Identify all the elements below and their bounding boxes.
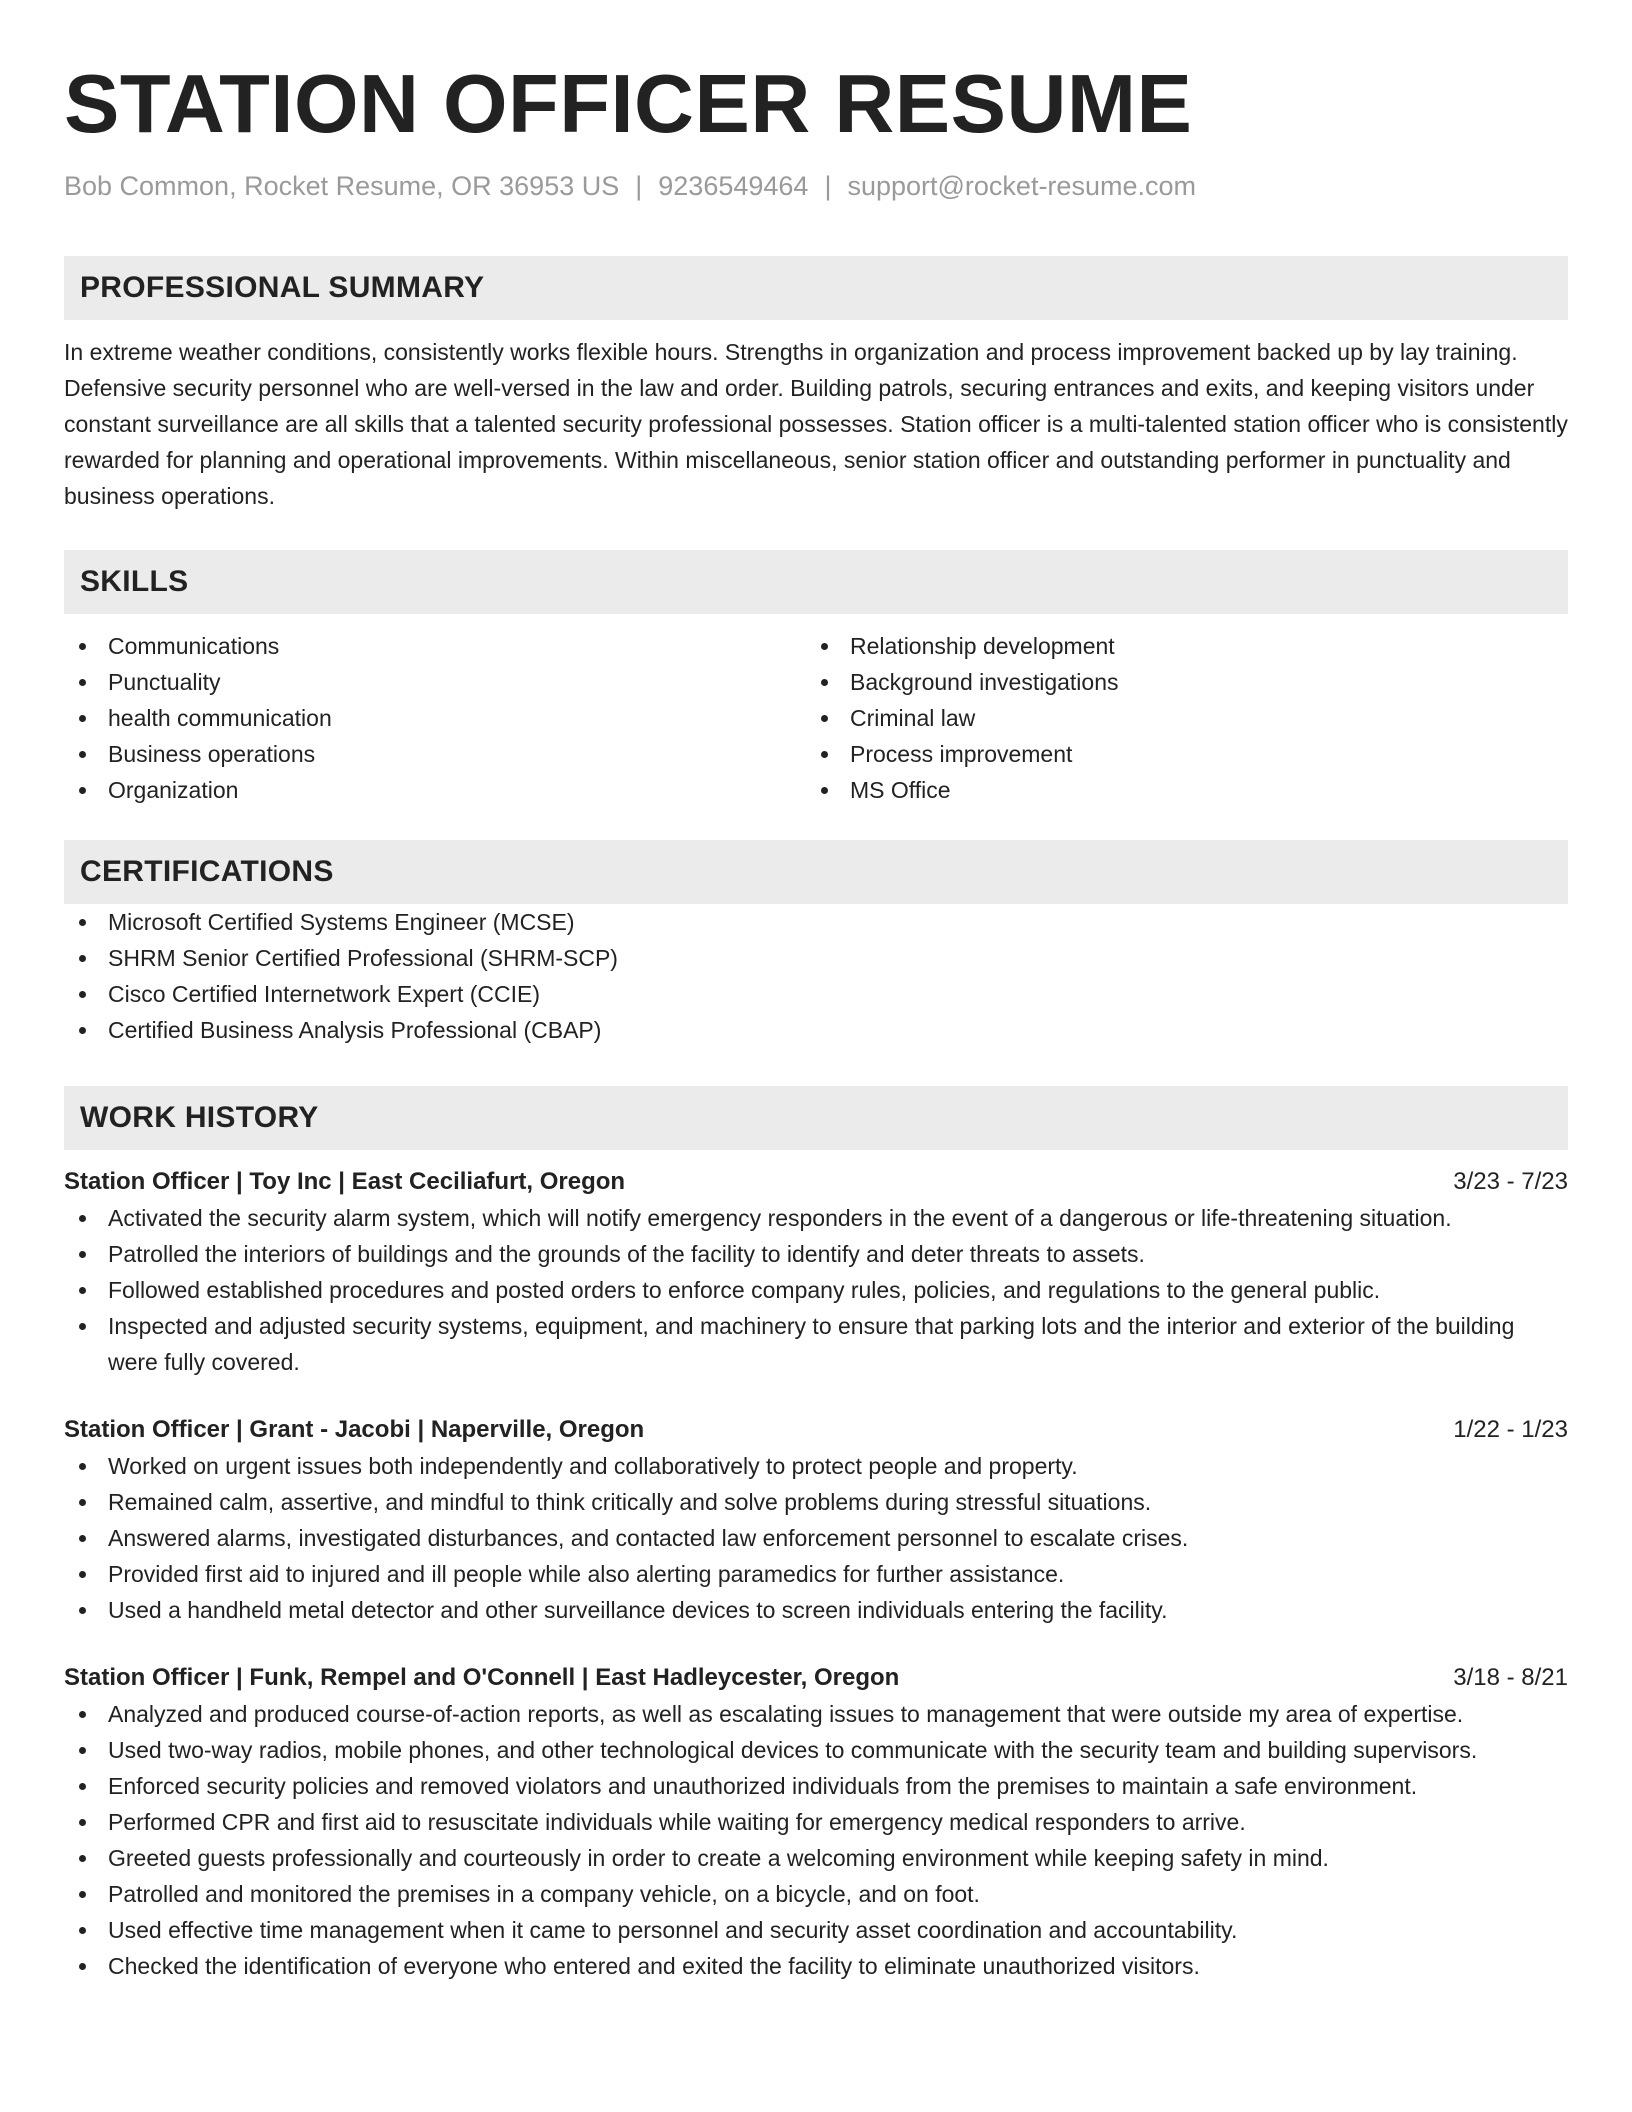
contact-phone: 9236549464 <box>658 171 809 201</box>
job-duty-item <box>64 1556 1568 1592</box>
job-duty-item-text: Used two-way radios, mobile phones, and other technological devices to communicate with the security team and building supervisors. <box>108 1737 1478 1763</box>
bullet-dot-icon <box>821 787 828 794</box>
skill-item <box>64 628 806 664</box>
job-duty-item <box>64 1948 1568 1984</box>
job-duty-item <box>64 1696 1568 1732</box>
job-duty-item-text: Followed established procedures and posted orders to enforce company rules, policies, and regulations to the general public. <box>108 1277 1381 1303</box>
resume-title: STATION OFFICER RESUME <box>64 57 1193 150</box>
job-duty-item <box>64 1732 1568 1768</box>
job-duty-item <box>64 1308 1568 1380</box>
job-dates: 3/18 - 8/21 <box>1453 1664 1568 1691</box>
bullet-dot-icon <box>79 1855 86 1862</box>
bullet-dot-icon <box>821 679 828 686</box>
bullet-dot-icon <box>79 679 86 686</box>
bullet-dot-icon <box>821 751 828 758</box>
job-duty-item-text: Answered alarms, investigated disturbances, and contacted law enforcement personnel to escalate crises. <box>108 1525 1189 1551</box>
skill-item-text: Communications <box>108 633 280 659</box>
job-duty-item-text: Used a handheld metal detector and other surveillance devices to screen individuals entering the facility. <box>108 1597 1168 1623</box>
skill-item-text: Criminal law <box>850 705 976 731</box>
bullet-dot-icon <box>79 1535 86 1542</box>
job-duty-item <box>64 1912 1568 1948</box>
bullet-dot-icon <box>79 787 86 794</box>
job-duty-item <box>64 1520 1568 1556</box>
bullet-dot-icon <box>79 1783 86 1790</box>
skill-item <box>64 736 806 772</box>
certification-item <box>64 940 1568 976</box>
job-duty-item-text: Remained calm, assertive, and mindful to think critically and solve problems during stressful situations. <box>108 1489 1152 1515</box>
section-heading-work-history: WORK HISTORY <box>64 1086 1568 1150</box>
bullet-dot-icon <box>79 643 86 650</box>
certification-item <box>64 904 1568 940</box>
contact-email: support@rocket-resume.com <box>847 171 1196 201</box>
job-header <box>64 1660 1568 1696</box>
bullet-dot-icon <box>79 1747 86 1754</box>
job-duty-item-text: Enforced security policies and removed violators and unauthorized individuals from the premises to maintain a safe environment. <box>108 1773 1418 1799</box>
bullet-dot-icon <box>79 1711 86 1718</box>
certification-item-text: Cisco Certified Internetwork Expert (CCIE) <box>108 981 541 1007</box>
skill-item <box>806 628 1548 664</box>
bullet-dot-icon <box>79 1927 86 1934</box>
skill-item-text: Organization <box>108 777 239 803</box>
skills-list-right <box>806 628 1548 808</box>
bullet-dot-icon <box>79 1287 86 1294</box>
bullet-dot-icon <box>821 643 828 650</box>
bullet-dot-icon <box>79 715 86 722</box>
skill-item-text: Process improvement <box>850 741 1073 767</box>
bullet-dot-icon <box>79 1963 86 1970</box>
bullet-dot-icon <box>79 1499 86 1506</box>
contact-name-address: Bob Common, Rocket Resume, OR 36953 US <box>64 171 620 201</box>
certifications-list <box>64 904 1568 1048</box>
skills-list-left <box>64 628 806 808</box>
skill-item <box>806 772 1548 808</box>
job-duty-item-text: Inspected and adjusted security systems, equipment, and machinery to ensure that parking lots and the interior and exterior of the building were fully covered. <box>108 1313 1515 1375</box>
bullet-dot-icon <box>821 715 828 722</box>
job-entry <box>64 1412 1568 1628</box>
bullet-dot-icon <box>79 1819 86 1826</box>
certification-item <box>64 1012 1568 1048</box>
skill-item-text: Punctuality <box>108 669 221 695</box>
job-title: Station Officer | Grant - Jacobi | Naperville, Oregon <box>64 1416 645 1443</box>
job-duties-list <box>64 1200 1568 1380</box>
job-duty-item <box>64 1804 1568 1840</box>
bullet-dot-icon <box>79 751 86 758</box>
job-duty-item-text: Activated the security alarm system, which will notify emergency responders in the event of a dangerous or life-threatening situation. <box>108 1205 1452 1231</box>
job-duties-list <box>64 1448 1568 1628</box>
bullet-dot-icon <box>79 1891 86 1898</box>
section-heading-professional-summary: PROFESSIONAL SUMMARY <box>64 256 1568 320</box>
skill-item <box>64 700 806 736</box>
job-duty-item <box>64 1876 1568 1912</box>
job-duty-item-text: Analyzed and produced course-of-action reports, as well as escalating issues to management that were outside my area of expertise. <box>108 1701 1464 1727</box>
job-duty-item <box>64 1448 1568 1484</box>
contact-separator: | <box>635 171 643 201</box>
skill-item <box>806 700 1548 736</box>
job-title: Station Officer | Funk, Rempel and O'Connell | East Hadleycester, Oregon <box>64 1664 900 1691</box>
job-duty-item-text: Patrolled and monitored the premises in a company vehicle, on a bicycle, and on foot. <box>108 1881 980 1907</box>
skills-grid <box>64 628 1568 808</box>
skill-item <box>64 772 806 808</box>
job-duty-item-text: Checked the identification of everyone who entered and exited the facility to eliminate unauthorized visitors. <box>108 1953 1200 1979</box>
bullet-dot-icon <box>79 1251 86 1258</box>
section-heading-skills: SKILLS <box>64 550 1568 614</box>
work-history-list <box>64 1164 1568 1984</box>
contact-line <box>64 168 1568 204</box>
job-dates: 1/22 - 1/23 <box>1453 1416 1568 1443</box>
job-duty-item-text: Worked on urgent issues both independently and collaboratively to protect people and property. <box>108 1453 1078 1479</box>
bullet-dot-icon <box>79 1607 86 1614</box>
job-duty-item <box>64 1236 1568 1272</box>
skill-item-text: health communication <box>108 705 332 731</box>
job-duty-item <box>64 1200 1568 1236</box>
job-title: Station Officer | Toy Inc | East Ceciliafurt, Oregon <box>64 1168 626 1195</box>
certification-item-text: Microsoft Certified Systems Engineer (MCSE) <box>108 909 575 935</box>
job-duty-item <box>64 1768 1568 1804</box>
job-duties-list <box>64 1696 1568 1984</box>
job-duty-item-text: Used effective time management when it came to personnel and security asset coordination and accountability. <box>108 1917 1238 1943</box>
job-duty-item <box>64 1484 1568 1520</box>
certification-item-text: Certified Business Analysis Professional (CBAP) <box>108 1017 602 1043</box>
resume-page <box>64 0 1568 2112</box>
bullet-dot-icon <box>79 955 86 962</box>
bullet-dot-icon <box>79 919 86 926</box>
certification-item-text: SHRM Senior Certified Professional (SHRM-SCP) <box>108 945 618 971</box>
bullet-dot-icon <box>79 1215 86 1222</box>
job-duty-item <box>64 1840 1568 1876</box>
skill-item <box>64 664 806 700</box>
job-entry <box>64 1164 1568 1380</box>
bullet-dot-icon <box>79 1027 86 1034</box>
bullet-dot-icon <box>79 991 86 998</box>
skill-item-text: Business operations <box>108 741 316 767</box>
skill-item-text: Relationship development <box>850 633 1115 659</box>
skill-item <box>806 736 1548 772</box>
job-duty-item-text: Performed CPR and first aid to resuscitate individuals while waiting for emergency medical responders to arrive. <box>108 1809 1246 1835</box>
job-duty-item <box>64 1592 1568 1628</box>
job-dates: 3/23 - 7/23 <box>1453 1168 1568 1195</box>
job-duty-item-text: Patrolled the interiors of buildings and the grounds of the facility to identify and deter threats to assets. <box>108 1241 1145 1267</box>
professional-summary-text: In extreme weather conditions, consistently works flexible hours. Strengths in organization and process improvement backed up by lay training. Defensive security personnel who are well-versed in the law and order. Building patrols, securing entrances and exits, and keeping visitors under constant surveillance are all skills that a talented security professional possesses. Station officer is a multi-talented station officer who is consistently rewarded for planning and operational improvements. Within miscellaneous, senior station officer and outstanding performer in punctuality and business operations. <box>64 339 1568 509</box>
job-entry <box>64 1660 1568 1984</box>
skill-item-text: Background investigations <box>850 669 1119 695</box>
job-header <box>64 1164 1568 1200</box>
job-header <box>64 1412 1568 1448</box>
bullet-dot-icon <box>79 1323 86 1330</box>
bullet-dot-icon <box>79 1571 86 1578</box>
job-duty-item <box>64 1272 1568 1308</box>
job-duty-item-text: Provided first aid to injured and ill people while also alerting paramedics for further assistance. <box>108 1561 1065 1587</box>
certification-item <box>64 976 1568 1012</box>
bullet-dot-icon <box>79 1463 86 1470</box>
section-heading-certifications: CERTIFICATIONS <box>64 840 1568 904</box>
skill-item <box>806 664 1548 700</box>
skill-item-text: MS Office <box>850 777 951 803</box>
contact-separator: | <box>824 171 832 201</box>
job-duty-item-text: Greeted guests professionally and courteously in order to create a welcoming environment while keeping safety in mind. <box>108 1845 1329 1871</box>
